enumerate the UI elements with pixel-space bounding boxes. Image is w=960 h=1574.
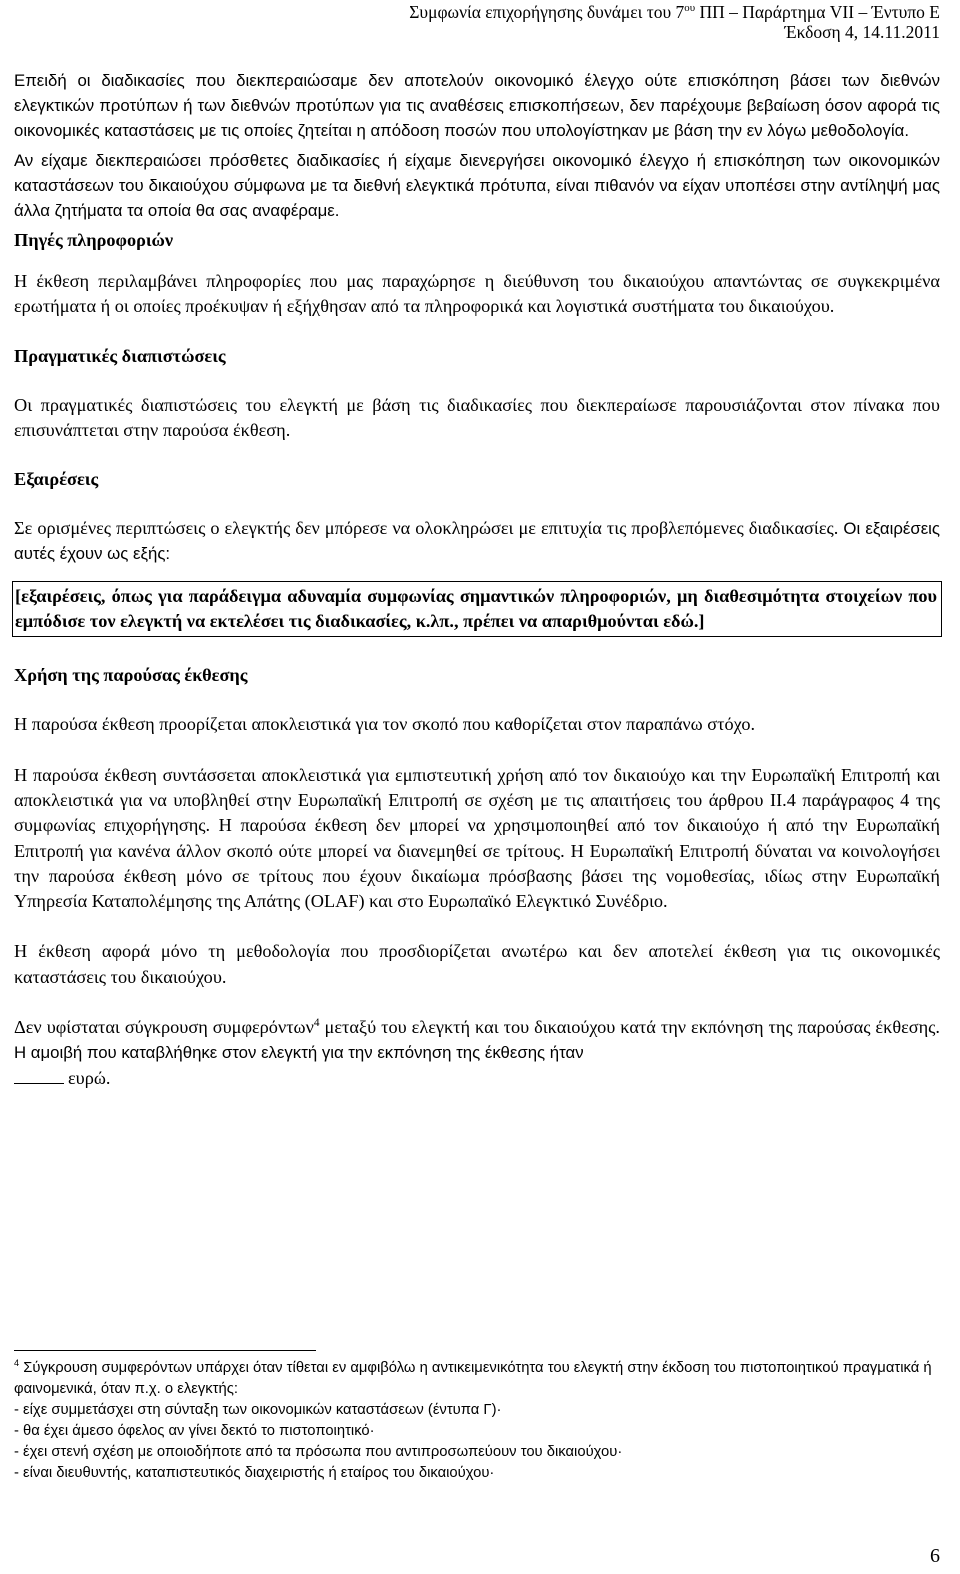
exceptions-placeholder-box: [εξαιρέσεις, όπως για παράδειγμα αδυναμία συμφωνίας σημαντικών πληροφοριών, μη διαθεσιμότητα στοιχείων που εμπόδισε τον ελεγκτή να εκτελέσει τις διαδικασίες, κ.λπ., πρέπει να απαριθμούνται εδώ.] — [12, 581, 942, 638]
paragraph-additional-procedures: Αν είχαμε διεκπεραιώσει πρόσθετες διαδικασίες ή είχαμε διενεργήσει οικονομικό έλεγχο ή επισκόπηση των οικονομικών καταστάσεων του δικαιούχου σύμφωνα με τα διεθνή ελεγκτικά πρότυπα, είναι πιθανόν να είχαν υποπέσει στην αντίληψή μας άλλα ζητήματα τα οποία θα σας αναφέραμε. — [14, 151, 940, 220]
heading-exceptions: Εξαιρέσεις — [14, 469, 99, 490]
footnote-item: - θα έχει άμεσο όφελος αν γίνει δεκτό το πιστοποιητικό· — [14, 1423, 375, 1439]
footnote-item: - είναι διευθυντής, καταπιστευτικός διαχειριστής ή εταίρος του δικαιούχου· — [14, 1465, 495, 1481]
header-title: Συμφωνία επιχορήγησης δυνάμει του $7^{o\upsilon}$ ΠΠ – Παράρτημα VII – Έντυπο Ε — [409, 2, 940, 22]
paragraph-conflict-of-interest: Δεν υφίσταται σύγκρουση συμφερόντων$^4$ μεταξύ του ελεγκτή και του δικαιούχου κατά την εκπόνηση της παρούσας έκθεσης. Η αμοιβή που καταβλήθηκε στον ελεγκτή για την εκπόνηση της έκθεσης ήταν ευρώ. — [14, 1016, 940, 1088]
paragraph-disclaimer: Επειδή οι διαδικασίες που διεκπεραιώσαμε δεν αποτελούν οικονομικό έλεγχο ούτε επισκόπηση βάσει των διεθνών ελεγκτικών προτύπων ή των διεθνών προτύπων για τις αναθέσεις επισκοπήσεων, δεν παρέχουμε βεβαίωση όσον αφορά τις οικονομικές καταστάσεις με τις οποίες ζητείται η απόδοση ποσών που υπολογίστηκαν με βάση την εν λόγω μεθοδολογία. — [14, 71, 940, 140]
footnote-item: - είχε συμμετάσχει στη σύνταξη των οικονομικών καταστάσεων (έντυπα Γ)· — [14, 1402, 502, 1418]
page-header — [409, 2, 940, 42]
paragraph-confidential-use: Η παρούσα έκθεση συντάσσεται αποκλειστικά για εμπιστευτική χρήση από τον δικαιούχο και την Ευρωπαϊκή Επιτροπή και αποκλειστικά για να υποβληθεί στην Ευρωπαϊκή Επιτροπή σε σχέση με τις απαιτήσεις του άρθρου II.4 παράγραφος 4 της συμφωνίας επιχορήγησης. Η παρούσα έκθεση δεν μπορεί να χρησιμοποιηθεί από τον δικαιούχο ή από την Ευρωπαϊκή Επιτροπή για κανένα άλλον σκοπό ούτε μπορεί να διανεμηθεί σε τρίτους. Η Ευρωπαϊκή Επιτροπή δύναται να κοινολογήσει την παρούσα έκθεση μόνο σε τρίτους που έχουν δικαίωμα πρόσβασης βάσει της νομοθεσίας, ιδίως στην Ευρωπαϊκή Υπηρεσία Καταπολέμησης της Απάτης (OLAF) και στο Ευρωπαϊκό Ελεγκτικό Συνέδριο. — [14, 764, 941, 912]
footnote-reference[interactable]: 4 — [313, 1016, 320, 1029]
heading-use-of-report: Χρήση της παρούσας έκθεσης — [14, 665, 248, 686]
footnotes — [14, 1358, 940, 1484]
paragraph-purpose: Η παρούσα έκθεση προορίζεται αποκλειστικά για τον σκοπό που καθορίζεται στον παραπάνω στόχο. — [14, 714, 756, 735]
footnote-separator — [14, 1350, 316, 1351]
paragraph-sources: Η έκθεση περιλαμβάνει πληροφορίες που μας παραχώρησε η διεύθυνση του δικαιούχου απαντώντας σε συγκεκριμένα ερωτήματα ή οι οποίες προέκυψαν ή εξήχθησαν από τα πληροφορικά και λογιστικά συστήματα του δικαιούχου. — [14, 271, 940, 317]
footnote-item: - έχει στενή σχέση με οποιοδήποτε από τα πρόσωπα που αντιπροσωπεύουν του δικαιούχου· — [14, 1444, 623, 1460]
heading-sources: Πηγές πληροφοριών — [14, 230, 174, 250]
header-version: Έκδοση 4, 14.11.2011 — [784, 22, 940, 42]
document-body — [14, 68, 940, 1091]
paragraph-findings: Οι πραγματικές διαπιστώσεις του ελεγκτή με βάση τις διαδικασίες που διεκπεραίωσε παρουσιάζονται στον πίνακα που επισυνάπτεται στην παρούσα έκθεση. — [14, 394, 940, 440]
paragraph-exceptions: Σε ορισμένες περιπτώσεις ο ελεγκτής δεν μπόρεσε να ολοκληρώσει με επιτυχία τις προβλεπόμενες διαδικασίες. Οι εξαιρέσεις αυτές έχουν ως εξής: — [14, 518, 940, 564]
paragraph-scope: Η έκθεση αφορά μόνο τη μεθοδολογία που προσδιορίζεται ανωτέρω και δεν αποτελεί έκθεση για τις οικονομικές καταστάσεις του δικαιούχου. — [14, 941, 940, 987]
page-number: 6 — [930, 1545, 940, 1567]
heading-findings: Πραγματικές διαπιστώσεις — [14, 345, 226, 366]
footnote-intro: $^4$ Σύγκρουση συμφερόντων υπάρχει όταν τίθεται εν αμφιβόλω η αντικειμενικότητα του ελεγκτή στην έκδοση του πιστοποιητικού πραγματικά ή φαινομενικά, όταν π.χ. ο ελεγκτής: — [14, 1358, 932, 1397]
fee-blank-line — [14, 1082, 64, 1084]
